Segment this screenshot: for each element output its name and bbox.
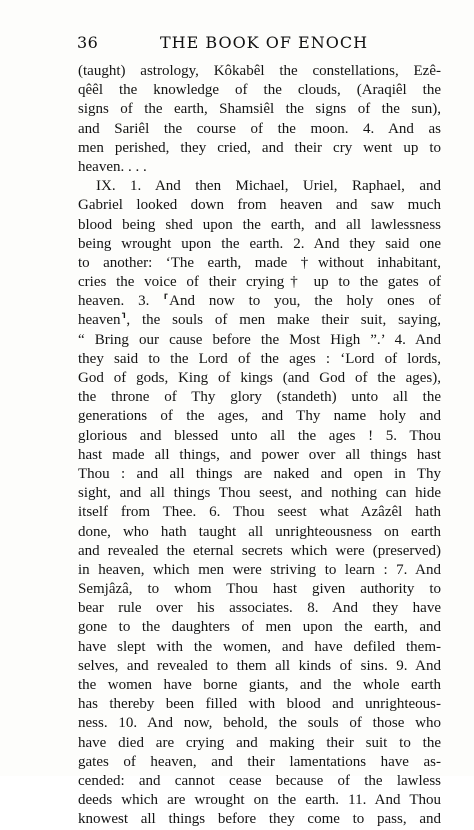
- text-line: men perished, they cried, and their cry went up to: [78, 139, 441, 156]
- text-line: the women have borne giants, and the whole earth: [78, 677, 441, 693]
- text-line: Thou : and all things are naked and open in Thy: [78, 465, 441, 482]
- page-number: 36: [77, 33, 99, 52]
- text-line: and Sariêl the course of the moon. 4. And as: [78, 120, 441, 137]
- text-line: done, who hath taught all unrighteousness on earth: [78, 523, 441, 540]
- text-line: signs of the earth, Shamsiêl the signs of the sun),: [78, 101, 441, 118]
- text-line: they said to the Lord of the ages : ‘Lord of lords,: [78, 350, 441, 367]
- text-line: Gabriel looked down from heaven and saw much: [78, 197, 441, 214]
- text-line: glorious and blessed unto all the ages ! 5. Thou: [78, 427, 441, 444]
- text-line: and revealed the eternal secrets which were (preserved): [78, 542, 441, 559]
- text-line: have slept with the women, and have defiled them-: [78, 638, 441, 655]
- text-line: (taught) astrology, Kôkabêl the constellations, Ezê-: [78, 63, 441, 79]
- text-line: ness. 10. And now, behold, the souls of those who: [78, 715, 441, 732]
- text-line: the throne of Thy glory (standeth) unto all the: [78, 389, 441, 406]
- text-line: God of gods, King of kings (and God of the ages),: [78, 370, 441, 386]
- text-line: in heaven, which men were striving to learn : 7. And: [78, 561, 441, 578]
- text-line: heaven. 3. ⸢And now to you, the holy ones of: [78, 293, 441, 310]
- text-line: “ Bring our cause before the Most High ”.’ 4. And: [78, 331, 441, 348]
- text-line: have died are crying and making their suit to the: [78, 734, 441, 751]
- page-header: [75, 33, 437, 53]
- text-line: sight, and all things Thou seest, and nothing can hide: [78, 485, 441, 502]
- text-line: knowest all things before they come to pass, and: [78, 811, 441, 828]
- text-line: gates of heaven, and their lamentations have as-: [78, 753, 441, 770]
- text-line: has thereby been filled with blood and unrighteous-: [78, 696, 441, 713]
- text-line: cended: and cannot cease because of the lawless: [78, 772, 441, 789]
- text-line: gone to the daughters of men upon the earth, and: [78, 619, 441, 636]
- text-line: cries the voice of their crying† up to the gates of: [78, 274, 441, 291]
- text-line: Semjâzâ, to whom Thou hast given authority to: [78, 581, 441, 598]
- text-line: itself from Thee. 6. Thou seest what Azâzêl hath: [78, 504, 441, 521]
- text-line: selves, and revealed to them all kinds of sins. 9. And: [78, 657, 441, 674]
- text-line: blood being shed upon the earth, and all lawlessness: [78, 216, 441, 233]
- text-line: generations of the ages, and Thy name holy and: [78, 408, 441, 425]
- text-line: being wrought upon the earth. 2. And they said one: [78, 235, 441, 252]
- section-start-line: IX. 1. And then Michael, Uriel, Raphael, and: [96, 178, 441, 195]
- text-line: to another: ‘The earth, made †without inhabitant,: [78, 254, 441, 271]
- running-title: THE BOOK OF ENOCH: [160, 33, 369, 52]
- text-line: heaven⸣, the souls of men make their suit, saying,: [78, 312, 441, 329]
- text-line: hast made all things, and power over all things hast: [78, 446, 441, 463]
- text-line: heaven. . . .: [78, 158, 147, 175]
- text-line: deeds which are wrought on the earth. 11. And Thou: [78, 792, 441, 809]
- text-line: qêêl the knowledge of the clouds, (Araqiêl the: [78, 82, 441, 99]
- text-line: bear rule over his associates. 8. And they have: [78, 600, 441, 617]
- body-text: [78, 62, 441, 830]
